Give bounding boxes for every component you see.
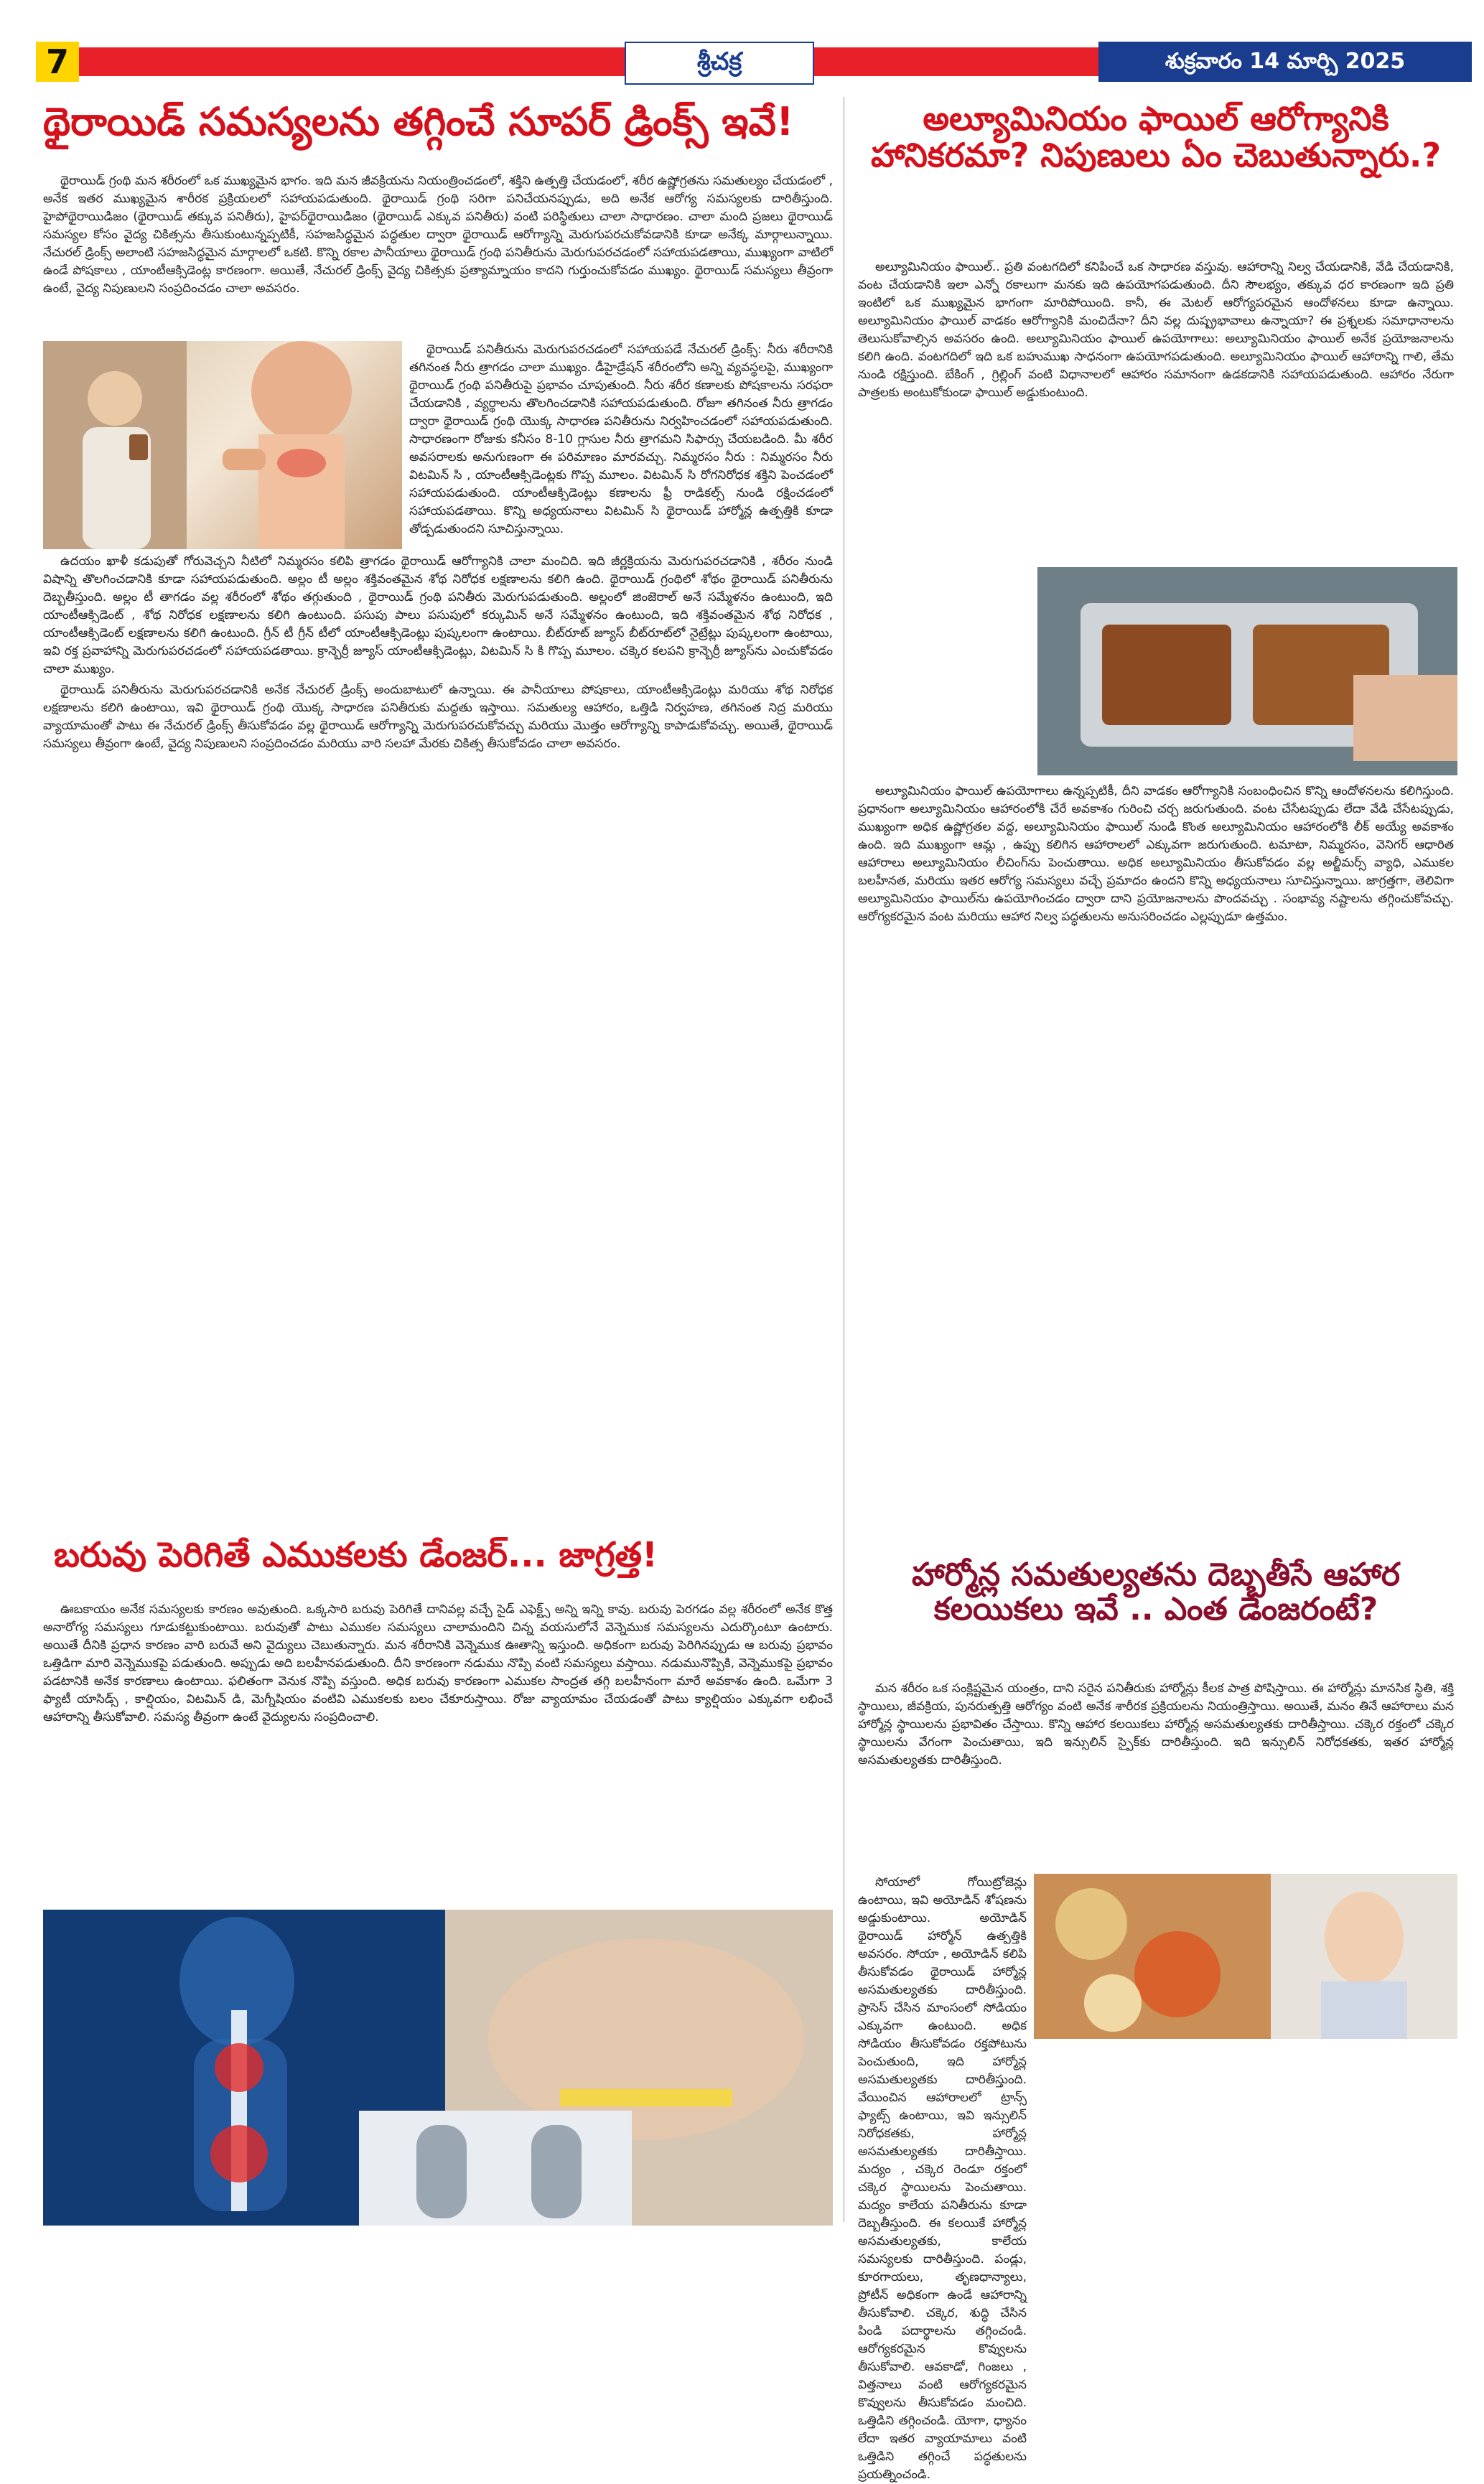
page-number: 7: [36, 42, 79, 82]
foil-headline: అల్యూమినియం ఫాయిల్ ఆరోగ్యానికి హానికరమా? నిపుణులు ఏం చెబుతున్నారు.?: [870, 99, 1442, 174]
spine-xray-photo: [43, 1910, 833, 2226]
hormone-paragraph: సోయాలో గోయిట్రోజెన్లు ఉంటాయి, ఇవి అయోడిన్ శోషణను అడ్డుకుంటాయి. అయోడిన్ థైరాయిడ్ హార్మోన్ ఉత్పత్తికి అవసరం. సోయా , అయోడిన్ కలిపి తీసుకోవడం థైరాయిడ్ హార్మోన్ల అసమతుల్యతకు దారితీస్తుంది. ప్రాసెస్ చేసిన మాంసంలో సోడియం ఎక్కువగా ఉంటుంది. అధిక సోడియం తీసుకోవడం రక్తపోటును పెంచుతుంది, ఇది హార్మోన్ల అసమతుల్యతకు దారితీస్తుంది. వేయించిన ఆహారాలలో ట్రాన్స్ ఫ్యాట్స్ ఉంటాయి, ఇవి ఇన్సులిన్ నిరోధకతకు, హార్మోన్ల అసమతుల్యతకు దారితీస్తాయి. మద్యం , చక్కెర రెండూ రక్తంలో చక్కెర స్థాయిలను పెంచుతాయి. మద్యం కాలేయ పనితీరును కూడా దెబ్బతీస్తుంది. ఈ కలయికే హార్మోన్ల అసమతుల్యతకు, కాలేయ సమస్యలకు దారితీస్తుంది. పండ్లు, కూరగాయలు, తృణధాన్యాలు, ప్రోటీన్ అధికంగా ఉండే ఆహారాన్ని తీసుకోవాలి. చక్కెర, శుద్ధి చేసిన పిండి పదార్థాలను తగ్గించండి. ఆరోగ్యకరమైన కొవ్వులను తీసుకోవాలి. ఆవకాడో, గింజలు , విత్తనాలు వంటి ఆరోగ్యకరమైన కొవ్వులను తీసుకోవడం మంచిది. ఒత్తిడిని తగ్గించండి. యోగా, ధ్యానం లేదా ఇతర వ్యాయామాలు వంటి ఒత్తిడిని తగ్గించే పద్ధతులను ప్రయత్నించండి.: [858, 1875, 1027, 2482]
masthead-bar-right: [811, 47, 1098, 76]
thyroid-body-side: [409, 341, 833, 549]
spine-illustration: [43, 1910, 833, 2226]
woman-neck-illustration: [43, 341, 402, 549]
foil-body-top: [858, 258, 1454, 560]
woman-drinking-photo: [43, 341, 402, 549]
hormone-headline: హార్మోన్ల సమతుల్యతను దెబ్బతీసే ఆహార కలయికలు ఇవే .. ఎంత డేంజరంటే?: [912, 1556, 1400, 1628]
food-and-woman-illustration: [1034, 1874, 1457, 2039]
foil-body-main: [858, 783, 1454, 1429]
foil-food-photo: [1037, 567, 1457, 775]
hormone-body-top: [858, 1680, 1454, 1867]
hormone-paragraph: మన శరీరం ఒక సంక్లిష్టమైన యంత్రం, దాని సరైన పనితీరుకు హార్మోన్లు కీలక పాత్ర పోషిస్తాయి. ఈ హార్మోన్లు మానసిక స్థితి, శక్తి స్థాయిలు, జీవక్రియ, పునరుత్పత్తి ఆరోగ్యం వంటి అనేక శారీరక ప్రక్రియలను నియంత్రిస్తాయి. అయితే, మనం తినే ఆహారాలు మన హార్మోన్ల స్థాయిలను ప్రభావితం చేస్తాయి. కొన్ని ఆహార కలయికలు హార్మోన్ల అసమతుల్యతకు దారితీస్తాయి. చక్కెర రక్తంలో చక్కెర స్థాయిలను వేగంగా పెంచుతాయి, ఇది ఇన్సులిన్ స్పైక్‌కు దారితీస్తుంది. ఇది ఇన్సులిన్ నిరోధకతకు, ఇతర హార్మోన్ల అసమతుల్యతకు దారితీస్తుంది.: [858, 1681, 1454, 1768]
weight-headline: బరువు పెరిగితే ఎముకలకు డేంజర్... జాగ్రత్త!: [54, 1535, 658, 1575]
thyroid-paragraph: ఉదయం ఖాళీ కడుపుతో గోరువెచ్చని నీటిలో నిమ్మరసం కలిపి త్రాగడం థైరాయిడ్ ఆరోగ్యానికి చాలా మంచిది. ఇది జీర్ణక్రియను మెరుగుపరచడానికి , శరీరం నుండి విషాన్ని తొలగించడానికి కూడా సహాయపడుతుంది. అల్లం టీ అల్లం శక్తివంతమైన శోథ నిరోధక లక్షణాలను కలిగి ఉంది. థైరాయిడ్ గ్రంథిలో శోథం థైరాయిడ్ పనితీరును దెబ్బతీస్తుంది. అల్లం టీ తాగడం వల్ల శరీరంలో శోథం తగ్గుతుంది , థైరాయిడ్ గ్రంథి పనితీరు మెరుగుపడుతుంది. అల్లంలో జింజెరాల్ అనే సమ్మేళనం ఉంటుంది, ఇది యాంటీఆక్సిడెంట్ , శోథ నిరోధక లక్షణాలను కలిగి ఉంటుంది. పసుపు పాలు పసుపులో కర్కుమిన్ అనే సమ్మేళనం ఉంటుంది, ఇది శక్తివంతమైన శోథ నిరోధక , యాంటీఆక్సిడెంట్ లక్షణాలను కలిగి ఉంటుంది. గ్రీన్ టీ గ్రీన్ టీలో యాంటీఆక్సిడెంట్లు పుష్కలంగా ఉంటాయి. బీట్‌రూట్ జ్యూస్ బీట్‌రూట్‌లో నైట్రేట్లు పుష్కలంగా ఉంటాయి, ఇవి రక్త ప్రవాహాన్ని మెరుగుపరచడంలో సహాయపడతాయి. క్రాన్బెర్రీ జ్యూస్ యాంటీఆక్సిడెంట్లు, విటమిన్ సి కి గొప్ప మూలం. చక్కెర కలపని క్రాన్బెర్రీ జ్యూస్‌ను ఎంచుకోవడం చాలా ముఖ్యం.: [43, 554, 833, 676]
masthead-bar-left: [79, 47, 625, 76]
hormone-body-side: [858, 1874, 1027, 2482]
masthead: [29, 42, 1465, 81]
junk-food-photo: [1034, 1874, 1457, 2039]
thyroid-paragraph: థైరాయిడ్ గ్రంథి మన శరీరంలో ఒక ముఖ్యమైన భాగం. ఇది మన జీవక్రియను నియంత్రించడంలో, శక్తిని ఉత్పత్తి చేయడంలో, శరీర ఉష్ణోగ్రతను సమతుల్యం చేయడంలో , అనేక ఇతర ముఖ్యమైన శారీరక ప్రక్రియలలో సహాయపడుతుంది. థైరాయిడ్ గ్రంథి సరిగా పనిచేయనప్పుడు, అది అనేక ఆరోగ్య సమస్యలకు దారితీస్తుంది. హైపోథైరాయిడిజం (థైరాయిడ్ తక్కువ పనితీరు), హైపర్‌థైరాయిడిజం (థైరాయిడ్ ఎక్కువ పనితీరు) వంటి పరిస్థితులు చాలా సాధారణం. చాలా మంది ప్రజలు థైరాయిడ్ సమస్యల కోసం వైద్య చికిత్సను తీసుకుంటున్నప్పటికీ, సహజసిద్ధమైన పద్ధతుల ద్వారా థైరాయిడ్ ఆరోగ్యాన్ని మెరుగుపరచుకోవడానికి కూడా అనేక్క మార్గాలున్నాయి. నేచురల్ డ్రింక్స్ అలాంటి సహజసిద్ధమైన మార్గాలలో ఒకటి. కొన్ని రకాల పానీయాలు థైరాయిడ్ గ్రంథి పనితీరును మెరుగుపరచడంలో సహాయపడతాయి, ముఖ్యంగా వాటిలో ఉండే పోషకాలు , యాంటీఆక్సిడెంట్ల కారణంగా. అయితే, నేచురల్ డ్రింక్స్ వైద్య చికిత్సకు ప్రత్యామ్నాయం కాదని గుర్తుంచుకోవడం ముఖ్యం. థైరాయిడ్ సమస్యలు తీవ్రంగా ఉంటే, వైద్య నిపుణులని సంప్రదించడం చాలా అవసరం.: [43, 174, 833, 296]
weight-paragraph: ఊబకాయం అనేక సమస్యలకు కారణం అవుతుంది. ఒక్కసారి బరువు పెరిగితే దానివల్ల వచ్చే సైడ్ ఎఫెక్ట్స్ అన్ని ఇన్ని కావు. బరువు పెరగడం వల్ల శరీరంలో అనేక కొత్త అనారోగ్య సమస్యలు గూడుకట్టుకుంటాయి. బరువుతో పాటు ఎముకల సమస్యలు చాలామందిని చిన్న వయసులోనే వెన్నెముక సమస్యలను ఎదుర్కొంటూ ఉంటారు. అయితే దీనికి ప్రధాన కారణం వారి బరువే అని వైద్యులు చెబుతున్నారు. మన శరీరానికి వెన్నెముక ఊతాన్ని ఇస్తుంది. అధికంగా బరువు పెరిగినప్పుడు ఆ బరువు ప్రభావం ఒత్తిడిగా మారి వెన్నెముకపై పడుతుంది. అప్పుడు అది బలహీనపడుతుంది. దీని కారణంగా నడుము నొప్పి వంటి సమస్యలు వస్తాయి. నడుమునొప్పికి, వెన్నెముకపై ప్రభావం పడటానికి అనేక కారణాలు ఉంటాయి. ఫలితంగా వెనుక నొప్పి వస్తుంది. అధిక బరువు కారణంగా ఎముకల సాంద్రత తగ్గి బలహీనంగా మారే అవకాశం ఉంది. ఒమేగా 3 ఫ్యాటీ యాసిడ్స్ , కాల్షియం, విటమిన్ డి, మెగ్నీషియం వంటివి ఎముకలకు బలం చేకూరుస్తాయి. రోజు వ్యాయామం చేయడంతో పాటు క్యాల్షియం ఎక్కువగా లభించే ఆహారాన్ని తీసుకోవాలి. సమస్య తీవ్రంగా ఉంటే వైద్యులను సంప్రదించాలి.: [43, 1602, 833, 1724]
newspaper-logo: శ్రీచక్ర: [625, 42, 814, 85]
foil-tray-illustration: [1037, 567, 1457, 775]
thyroid-paragraph: థైరాయిడ్ పనితీరును మెరుగుపరచడంలో సహాయపడే నేచురల్ డ్రింక్స్: నీరు శరీరానికి తగినంత నీరు త్రాగడం చాలా ముఖ్యం. డీహైడ్రేషన్ శరీరంలోని అన్ని వ్యవస్థలపై, ముఖ్యంగా థైరాయిడ్ గ్రంథి పనితీరుపై ప్రభావం చూపుతుంది. నీరు శరీర కణాలకు పోషకాలను సరఫరా చేయడానికి , వ్యర్థాలను తొలగించడానికి సహాయపడుతుంది. రోజూ తగినంత నీరు త్రాగడం ద్వారా థైరాయిడ్ గ్రంథి యొక్క సాధారణ పనితీరును నిర్వహించడంలో సహాయపడుతుంది. సాధారణంగా రోజుకు కనీసం 8-10 గ్లాసుల నీరు త్రాగమని సిఫార్సు చేయబడింది. మీ శరీర అవసరాలకు అనుగుణంగా ఈ పరిమాణం మారవచ్చు. నిమ్మరసం నీరు : నిమ్మరసం నీరు విటమిన్ సి , యాంటీఆక్సిడెంట్లకు గొప్ప మూలం. విటమిన్ సి రోగనిరోధక శక్తిని పెంచడంలో సహాయపడుతుంది. యాంటీఆక్సిడెంట్లు కణాలను ఫ్రీ రాడికల్స్ నుండి రక్షించడంలో సహాయపడతాయి. కొన్ని అధ్యయనాలు విటమిన్ సి థైరాయిడ్ హార్మోన్ల ఉత్పత్తికి కూడా తోడ్పడుతుందని సూచిస్తున్నాయి.: [409, 342, 833, 536]
issue-date: శుక్రవారం 14 మార్చి 2025: [1098, 42, 1472, 82]
thyroid-body-main: [43, 553, 833, 1522]
foil-paragraph: అల్యూమినియం ఫాయిల్.. ప్రతి వంటగదిలో కనిపించే ఒక సాధారణ వస్తువు. ఆహారాన్ని నిల్వ చేయడానికి, వేడి చేయడానికి, వంట చేయడానికి ఇలా ఎన్నో రకాలుగా మనకు ఇది ఉపయోగపడుతుంది. దీని సౌలభ్యం, తక్కువ ధర కారణంగా ఇది ప్రతి ఇంటిలో ఒక ముఖ్యమైన భాగంగా మారిపోయింది. కానీ, ఈ మెటల్ ఆరోగ్యపరమైన ఆందోళనలు కూడా ఉన్నాయి. అల్యూమినియం ఫాయిల్ వాడకం ఆరోగ్యానికి మంచిదేనా? దీని వల్ల దుష్ప్రభావాలు ఉన్నాయా? ఈ ప్రశ్నలకు సమాధానాలను తెలుసుకోవాల్సిన అవసరం ఉంది. అల్యూమినియం ఫాయిల్ ఉపయోగాలు: అల్యూమినియం ఫాయిల్ అనేక ప్రయోజనాలను కలిగి ఉంది. వంటగదిలో ఇది ఒక బహుముఖ సాధనంగా ఉపయోగపడుతుంది. అల్యూమినియం ఫాయిల్ ఆహారాన్ని గాలి, తేమ నుండి రక్షిస్తుంది. బేకింగ్ , గ్రిల్లింగ్ వంటి విధానాలలో ఆహారం సమానంగా ఉడకడానికి సహాయపడుతుంది. ఆహారం నేరుగా పాత్రలకు అంటుకోకుండా ఫాయిల్ అడ్డుకుంటుంది.: [858, 260, 1454, 400]
thyroid-headline: థైరాయిడ్ సమస్యలను తగ్గించే సూపర్ డ్రింక్స్ ఇవే!: [43, 99, 794, 144]
thyroid-paragraph: థైరాయిడ్ పనితీరును మెరుగుపరచడానికి అనేక నేచురల్ డ్రింక్స్ అందుబాటులో ఉన్నాయి. ఈ పానీయాలు పోషకాలు, యాంటీఆక్సిడెంట్లు మరియు శోథ నిరోధక లక్షణాలను కలిగి ఉంటాయి, ఇవి థైరాయిడ్ గ్రంథి యొక్క సాధారణ పనితీరుకు మద్దతు ఇస్తాయి. సమతుల్య ఆహారం, ఒత్తిడి నిర్వహణ, తగినంత నిద్ర మరియు వ్యాయామంతో పాటు ఈ నేచురల్ డ్రింక్స్ తీసుకోవడం వల్ల థైరాయిడ్ ఆరోగ్యాన్ని మెరుగుపరచుకోవచ్చు మరియు మొత్తం ఆరోగ్యాన్ని కాపాడుకోవచ్చు. అయితే, థైరాయిడ్ సమస్యలు తీవ్రంగా ఉంటే, వైద్య నిపుణులని సంప్రదించడం మరియు వారి సలహా మేరకు చికిత్స తీసుకోవడం చాలా అవసరం.: [43, 683, 833, 751]
foil-paragraph: అల్యూమినియం ఫాయిల్ ఉపయోగాలు ఉన్నప్పటికీ, దీని వాడకం ఆరోగ్యానికి సంబంధించిన కొన్ని ఆందోళనలను కలిగిస్తుంది. ప్రధానంగా అల్యూమినియం ఆహారంలోకి చేరే అవకాశం గురించి చర్చ జరుగుతుంది. వంట చేసేటప్పుడు లేదా వేడి చేసేటప్పుడు, ముఖ్యంగా అధిక ఉష్ణోగ్రతల వద్ద, అల్యూమినియం ఫాయిల్ నుండి కొంత అల్యూమినియం ఆహారంలోకి లీక్ అయ్యే అవకాశం ఉంది. ఇది ముఖ్యంగా ఆమ్ల , ఉప్పు కలిగిన ఆహారాలలో ఎక్కువగా జరుగుతుంది. టమాటా, నిమ్మరసం, వెనిగర్ ఆధారిత ఆహారాలు అల్యూమినియం లీచింగ్‌ను పెంచుతాయి. అధిక అల్యూమినియం తీసుకోవడం వల్ల అల్జీమర్స్ వ్యాధి, ఎముకల బలహీనత, మరియు ఇతర ఆరోగ్య సమస్యలు వచ్చే ప్రమాదం ఉందని కొన్ని అధ్యయనాలు సూచిస్తున్నాయి. జాగ్రత్తగా, తెలివిగా అల్యూమినియం ఫాయిల్‌ను ఉపయోగించడం ద్వారా దాని ప్రయోజనాలను పొందవచ్చు . సంభావ్య నష్టాలను తగ్గించుకోవచ్చు. ఆరోగ్యకరమైన వంట మరియు ఆహార నిల్వ పద్ధతులను అనుసరించడం ఎల్లప్పుడూ ఉత్తమం.: [858, 784, 1454, 924]
weight-body: [43, 1601, 833, 1902]
thyroid-body-top: [43, 172, 833, 336]
